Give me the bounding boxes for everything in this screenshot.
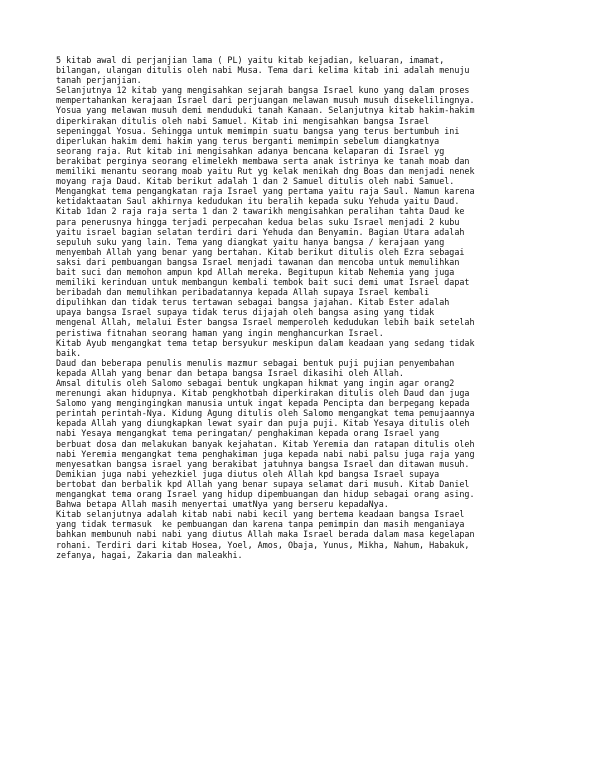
- document-body: [56, 55, 586, 560]
- text-line: seorang raja. Rut kitab ini mengisahkan adanya bencana kelaparan di Israel yg: [56, 145, 445, 156]
- text-line: nabi Yesaya mengangkat tema peringatan/ penghakiman kepada orang Israel yang: [56, 428, 440, 439]
- text-line: berakibat perginya seorang elimelekh membawa serta anak istrinya ke tanah moab dan: [56, 155, 470, 166]
- text-line: merenungi akan hidupnya. Kitab pengkhotbah diperkirakan ditulis oleh Daud dan juga: [56, 388, 470, 399]
- text-line: mempertahankan kerajaan Israel dari perjuangan melawan musuh musuh disekelilingnya.: [56, 95, 475, 106]
- text-line: yaitu israel bagian selatan terdiri dari Yehuda dan Benyamin. Bagian Utara adalah: [56, 226, 465, 237]
- text-line: beribadah dan memulihkan peribadatannya kepada Allah supaya Israel kembali: [56, 287, 430, 298]
- text-line: ketidaktaatan Saul akhirnya kedudukan itu beralih kepada suku Yehuda yaitu Daud.: [56, 196, 460, 207]
- text-line: 5 kitab awal di perjanjian lama ( PL) yaitu kitab kejadian, keluaran, imamat,: [56, 55, 445, 65]
- text-line: zefanya, hagai, Zakaria dan maleakhi.: [56, 549, 243, 560]
- text-line: moyang raja Daud. Kitab berikut adalah 1 dan 2 Samuel ditulis oleh nabi Samuel.: [56, 176, 455, 187]
- text-line: diperkirakan ditulis oleh nabi Samuel. Kitab ini mengisahkan bangsa Israel: [56, 115, 430, 126]
- text-line: saksi dari pembuangan bangsa Israel menjadi tawanan dan mencoba untuk memulihkan: [56, 256, 460, 267]
- text-line: menyesatkan bangsa israel yang berakibat jatuhnya bangsa Israel dan ditawan musuh.: [56, 458, 470, 469]
- text-line: Mengangkat tema pengangkatan raja Israel yang pertama yaitu raja Saul. Namun karena: [56, 186, 475, 197]
- text-line: bertobat dan berbalik kpd Allah yang benar supaya selamat dari musuh. Kitab Daniel: [56, 478, 470, 489]
- text-line: yang tidak termasuk ke pembuangan dan karena tanpa pemimpin dan masih menganiaya: [56, 519, 465, 530]
- text-line: kepada Allah yang benar dan betapa bangsa Israel dikasihi oleh Allah.: [56, 367, 404, 378]
- text-line: Daud dan beberapa penulis menulis mazmur sebagai bentuk puji pujian penyembahan: [56, 357, 455, 368]
- text-line: diperlukan hakim demi hakim yang terus berganti memimpin sebelum diangkatnya: [56, 135, 440, 146]
- text-line: baik.: [56, 347, 82, 358]
- text-line: para penerusnya hingga terjadi perpecahan kedua belas suku Israel menjadi 2 kubu: [56, 216, 460, 227]
- text-line: perintah perintah-Nya. Kidung Agung ditulis oleh Salomo mengangkat tema pemujaannya: [56, 408, 475, 419]
- text-line: Selanjutnya 12 kitab yang mengisahkan sejarah bangsa Israel kuno yang dalam proses: [56, 85, 470, 96]
- text-line: memiliki menantu seorang moab yaitu Rut yg kelak menikah dng Boas dan menjadi nenek: [56, 166, 475, 177]
- text-line: sepuluh suku yang lain. Tema yang diangkat yaitu hanya bangsa / kerajaan yang: [56, 236, 445, 247]
- text-line: Yosua yang melawan musuh demi menduduki tanah Kanaan. Selanjutnya kitab hakim-hakim: [56, 105, 475, 116]
- text-line: tanah perjanjian.: [56, 75, 142, 86]
- text-line: bilangan, ulangan ditulis oleh nabi Musa. Tema dari kelima kitab ini adalah menuju: [56, 65, 470, 76]
- text-line: menyembah Allah yang benar yang bertahan. Kitab berikut ditulis oleh Ezra sebagai: [56, 246, 465, 257]
- text-line: Demikian juga nabi yehezkiel juga diutus oleh Allah kpd bangsa Israel supaya: [56, 468, 440, 479]
- text-line: rohani. Terdiri dari kitab Hosea, Yoel, Amos, Obaja, Yunus, Mikha, Nahum, Habakuk,: [56, 539, 470, 550]
- text-line: dipulihkan dan tidak terus tertawan sebagai bangsa jajahan. Kitab Ester adalah: [56, 297, 450, 308]
- text-line: bahkan membunuh nabi nabi yang diutus Allah maka Israel berada dalam masa kegelapan: [56, 529, 475, 540]
- text-line: Amsal ditulis oleh Salomo sebagai bentuk ungkapan hikmat yang ingin agar orang2: [56, 378, 455, 388]
- text-line: mengenal Allah, melalui Ester bangsa Israel memperoleh kedudukan lebih baik setelah: [56, 317, 475, 328]
- text-line: berbuat dosa dan melakukan banyak kejahatan. Kitab Yeremia dan ratapan ditulis oleh: [56, 438, 475, 449]
- text-line: upaya bangsa Israel supaya tidak terus dijajah oleh bangsa asing yang tidak: [56, 307, 435, 318]
- text-line: Bahwa betapa Allah masih menyertai umatNya yang berseru kepadaNya.: [56, 499, 389, 510]
- text-line: kepada Allah yang diungkapkan lewat syair dan puja puji. Kitab Yesaya ditulis oleh: [56, 418, 470, 429]
- text-line: peristiwa fitnahan seorang haman yang ingin menghancurkan Israel.: [56, 327, 384, 338]
- text-line: Kitab Ayub mengangkat tema tetap bersyukur meskipun dalam keadaan yang sedang tidak: [56, 337, 475, 348]
- text-line: Salomo yang mengingingkan manusia untuk ingat kepada Pencipta dan berpegang kepada: [56, 398, 470, 409]
- text-line: sepeninggal Yosua. Sehingga untuk memimpin suatu bangsa yang terus bertumbuh ini: [56, 125, 460, 136]
- text-line: bait suci dan memohon ampun kpd Allah mereka. Begitupun kitab Nehemia yang juga: [56, 266, 455, 277]
- text-line: nabi Yeremia mengangkat tema penghakiman juga kepada nabi nabi palsu juga raja yang: [56, 448, 475, 459]
- text-line: Kitab 1dan 2 raja raja serta 1 dan 2 tawarikh mengisahkan peralihan tahta Daud ke: [56, 206, 465, 217]
- text-line: mengangkat tema orang Israel yang hidup dipembuangan dan hidup sebagai orang asing.: [56, 489, 475, 500]
- text-line: memiliki kerinduan untuk membangun kembali tembok bait suci demi umat Israel dapat: [56, 277, 470, 288]
- text-line: Kitab selanjutnya adalah kitab nabi nabi kecil yang bertema keadaan bangsa Israel: [56, 509, 465, 520]
